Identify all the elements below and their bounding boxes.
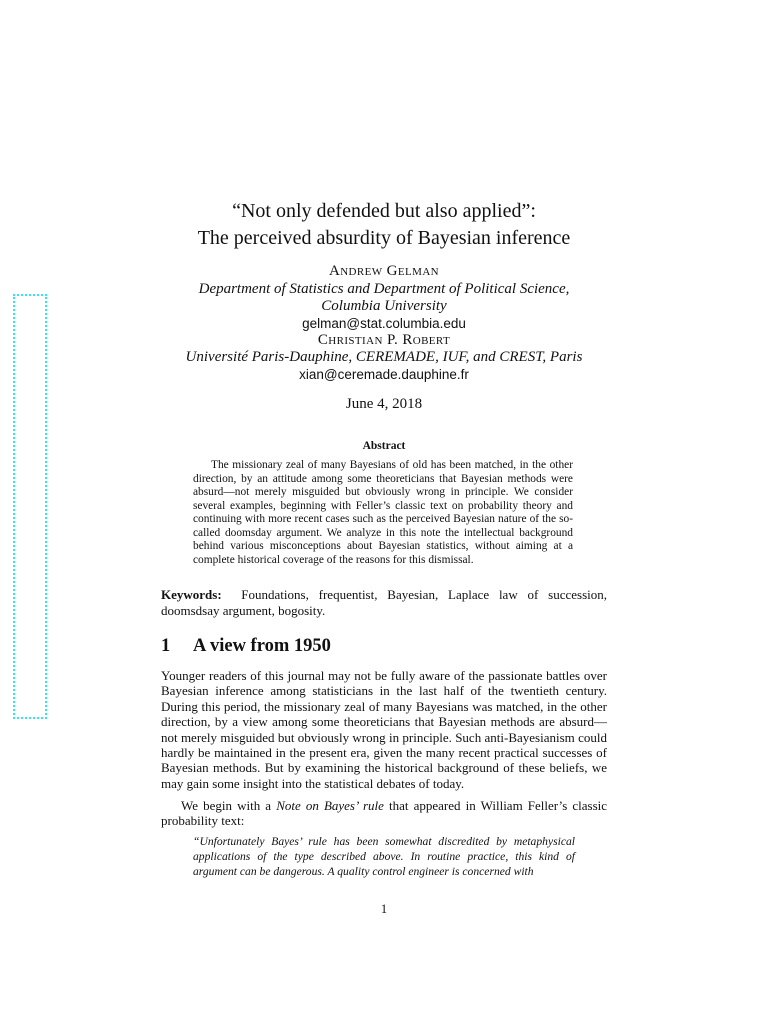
block-quote: “Unfortunately Bayes’ rule has been somewhat discredited by metaphysical applications of the type described above. In routine practice, this kind of argument can be dangerous. A quality control engineer is concerned with (193, 835, 575, 879)
abstract-text: The missionary zeal of many Bayesians of old has been matched, in the other direction, by an attitude among some theoreticians that Bayesian methods were absurd—not merely misguided but obviously wrong in principle. We consider several examples, beginning with Feller’s classic text on probability theory and continuing with more recent cases such as the perceived Bayesian nature of the so-called doomsday argument. We analyze in this note the intellectual background behind various misconceptions about Bayesian statistics, without aiming at a complete historical coverage of the reasons for this dismissal. (193, 459, 573, 566)
page-number: 1 (380, 902, 388, 916)
body-paragraph-1: Younger readers of this journal may not be fully aware of the passionate battles over Bayesian inference among statisticians in the last half of the twentieth century. During this period, the missionary zeal of many Bayesians was matched, in the other direction, by a view among some theoreticians that Bayesian methods are absurd—not merely misguided but obviously wrong in principle. Such anti-Bayesianism could hardly be maintained in the present era, given the many recent practical successes of Bayesian methods. But by examining the historical background of these beliefs, we may gain some insight into the statistical debates of today. (161, 668, 607, 791)
paragraph-2-italic-title: Note on Bayes’ rule (276, 798, 384, 813)
keywords-text: Foundations, frequentist, Bayesian, Laplace law of succession, doomsdsay argument, bogosity. (161, 587, 608, 618)
paper-date: June 4, 2018 (345, 396, 423, 412)
hyperlink-frame[interactable] (13, 294, 47, 719)
keywords (161, 587, 607, 618)
section-title: A view from 1950 (193, 636, 331, 656)
paragraph-2-text-start: We begin with a (181, 798, 272, 813)
paragraph-2-text-end: that appeared in William Feller’s classic probability text: (161, 798, 608, 829)
paper-title-line-2: The perceived absurdity of Bayesian inference (197, 227, 571, 249)
author-name-1: Andrew Gelman (328, 263, 440, 279)
author-affiliation-1b: Columbia University (321, 298, 447, 314)
author-affiliation-1a: Department of Statistics and Department of Political Science, (198, 281, 570, 297)
section-number: 1 (161, 636, 171, 656)
author-email-2[interactable]: xian@ceremade.dauphine.fr (299, 367, 469, 382)
author-email-1[interactable]: gelman@stat.columbia.edu (302, 316, 466, 331)
paper-title-line-1: “Not only defended but also applied”: (232, 200, 536, 222)
body-paragraph-2 (161, 798, 607, 829)
author-affiliation-2: Université Paris-Dauphine, CEREMADE, IUF, and CREST, Paris (185, 349, 583, 365)
section-heading (161, 636, 331, 657)
keywords-label: Keywords: (161, 587, 222, 602)
author-name-2: Christian P. Robert (317, 332, 451, 348)
abstract-heading: Abstract (362, 440, 406, 452)
